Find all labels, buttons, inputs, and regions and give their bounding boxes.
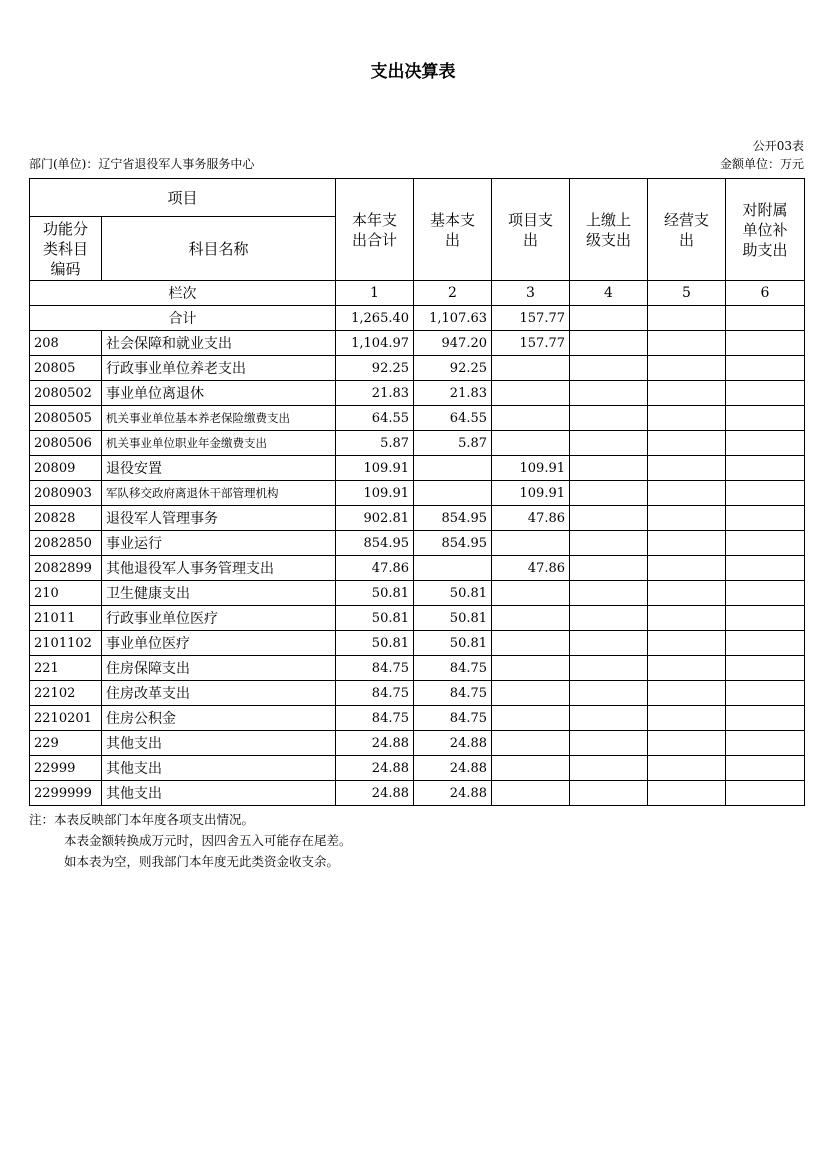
amount-cell bbox=[570, 731, 648, 756]
page-title: 支出决算表 bbox=[370, 62, 456, 82]
amount-cell: 109.91 bbox=[492, 456, 570, 481]
func-code-cell: 2080903 bbox=[30, 481, 102, 506]
header-project: 项目支出 bbox=[492, 179, 570, 281]
amount-cell bbox=[414, 556, 492, 581]
table-row bbox=[30, 506, 805, 531]
subject-name-cell: 住房保障支出 bbox=[102, 656, 336, 681]
amount-cell bbox=[570, 606, 648, 631]
subject-name-cell: 事业单位医疗 bbox=[102, 631, 336, 656]
amount-cell: 47.86 bbox=[492, 506, 570, 531]
header-func-code: 功能分类科目编码 bbox=[30, 217, 102, 281]
amount-cell: 92.25 bbox=[336, 356, 414, 381]
table-row bbox=[30, 606, 805, 631]
table-row bbox=[30, 781, 805, 806]
amount-cell: 5.87 bbox=[336, 431, 414, 456]
amount-cell bbox=[570, 331, 648, 356]
amount-cell: 84.75 bbox=[414, 706, 492, 731]
func-code-cell: 22999 bbox=[30, 756, 102, 781]
amount-cell bbox=[492, 656, 570, 681]
table-row bbox=[30, 331, 805, 356]
total-cell bbox=[570, 306, 648, 331]
table-row bbox=[30, 706, 805, 731]
func-code-cell: 2080505 bbox=[30, 406, 102, 431]
amount-cell bbox=[492, 706, 570, 731]
total-row bbox=[30, 306, 805, 331]
amount-cell bbox=[648, 531, 726, 556]
amount-cell bbox=[570, 556, 648, 581]
amount-cell bbox=[726, 656, 805, 681]
amount-cell: 24.88 bbox=[336, 731, 414, 756]
amount-cell: 5.87 bbox=[414, 431, 492, 456]
table-row bbox=[30, 481, 805, 506]
subject-name-cell: 事业运行 bbox=[102, 531, 336, 556]
amount-cell bbox=[570, 581, 648, 606]
column-index-cell: 3 bbox=[492, 281, 570, 306]
amount-cell bbox=[648, 481, 726, 506]
amount-cell bbox=[726, 506, 805, 531]
amount-cell: 64.55 bbox=[414, 406, 492, 431]
table-row bbox=[30, 356, 805, 381]
amount-cell: 47.86 bbox=[336, 556, 414, 581]
amount-cell: 92.25 bbox=[414, 356, 492, 381]
amount-cell bbox=[726, 481, 805, 506]
notes bbox=[29, 809, 352, 872]
amount-cell bbox=[492, 381, 570, 406]
total-label: 合计 bbox=[30, 306, 336, 331]
amount-cell bbox=[726, 556, 805, 581]
amount-cell bbox=[648, 381, 726, 406]
amount-cell bbox=[726, 456, 805, 481]
subject-name-cell: 军队移交政府离退休干部管理机构 bbox=[102, 481, 336, 506]
amount-cell: 84.75 bbox=[414, 681, 492, 706]
amount-cell: 64.55 bbox=[336, 406, 414, 431]
amount-cell: 84.75 bbox=[336, 706, 414, 731]
amount-cell bbox=[648, 731, 726, 756]
expenditure-table bbox=[29, 178, 805, 806]
subject-name-cell: 其他支出 bbox=[102, 731, 336, 756]
column-index-cell: 6 bbox=[726, 281, 805, 306]
amount-cell: 24.88 bbox=[414, 781, 492, 806]
header-business: 经营支出 bbox=[648, 179, 726, 281]
table-row bbox=[30, 556, 805, 581]
amount-cell: 24.88 bbox=[336, 756, 414, 781]
amount-cell bbox=[492, 781, 570, 806]
column-index-label: 栏次 bbox=[30, 281, 336, 306]
amount-cell bbox=[726, 606, 805, 631]
table-row bbox=[30, 631, 805, 656]
amount-cell bbox=[492, 431, 570, 456]
header-subsidiary: 对附属单位补助支出 bbox=[726, 179, 805, 281]
subject-name-cell: 其他支出 bbox=[102, 756, 336, 781]
func-code-cell: 2082899 bbox=[30, 556, 102, 581]
amount-cell bbox=[726, 631, 805, 656]
amount-cell bbox=[726, 731, 805, 756]
table-row bbox=[30, 681, 805, 706]
subject-name-cell: 社会保障和就业支出 bbox=[102, 331, 336, 356]
amount-cell bbox=[492, 531, 570, 556]
table-row bbox=[30, 531, 805, 556]
amount-cell bbox=[648, 356, 726, 381]
table-row bbox=[30, 431, 805, 456]
amount-cell: 947.20 bbox=[414, 331, 492, 356]
amount-cell: 854.95 bbox=[414, 531, 492, 556]
total-cell: 1,107.63 bbox=[414, 306, 492, 331]
subject-name-cell: 住房公积金 bbox=[102, 706, 336, 731]
subject-name-cell: 事业单位离退休 bbox=[102, 381, 336, 406]
amount-cell bbox=[648, 431, 726, 456]
amount-cell bbox=[570, 381, 648, 406]
amount-cell bbox=[648, 506, 726, 531]
amount-cell: 854.95 bbox=[414, 506, 492, 531]
amount-cell: 24.88 bbox=[414, 756, 492, 781]
department-label: 部门(单位)：辽宁省退役军人事务服务中心 bbox=[29, 157, 255, 171]
amount-cell: 109.91 bbox=[336, 481, 414, 506]
amount-cell bbox=[648, 556, 726, 581]
amount-cell bbox=[726, 381, 805, 406]
subject-name-cell: 行政事业单位养老支出 bbox=[102, 356, 336, 381]
note-line: 本表金额转换成万元时，因四舍五入可能存在尾差。 bbox=[64, 833, 352, 848]
amount-cell bbox=[492, 681, 570, 706]
amount-cell: 50.81 bbox=[414, 631, 492, 656]
table-row bbox=[30, 406, 805, 431]
amount-cell bbox=[570, 631, 648, 656]
subject-name-cell: 其他退役军人事务管理支出 bbox=[102, 556, 336, 581]
total-cell bbox=[648, 306, 726, 331]
amount-cell bbox=[726, 581, 805, 606]
amount-cell bbox=[726, 781, 805, 806]
note-line: 如本表为空，则我部门本年度无此类资金收支余。 bbox=[64, 854, 340, 869]
func-code-cell: 20828 bbox=[30, 506, 102, 531]
note-line: 注：本表反映部门本年度各项支出情况。 bbox=[29, 812, 255, 827]
amount-cell: 109.91 bbox=[492, 481, 570, 506]
subject-name-cell: 其他支出 bbox=[102, 781, 336, 806]
amount-cell bbox=[492, 731, 570, 756]
amount-cell bbox=[570, 506, 648, 531]
amount-cell: 50.81 bbox=[336, 606, 414, 631]
amount-cell bbox=[570, 706, 648, 731]
table-row bbox=[30, 581, 805, 606]
func-code-cell: 2210201 bbox=[30, 706, 102, 731]
amount-cell: 50.81 bbox=[414, 606, 492, 631]
amount-cell bbox=[648, 656, 726, 681]
amount-cell bbox=[726, 681, 805, 706]
amount-cell: 84.75 bbox=[414, 656, 492, 681]
amount-cell bbox=[726, 431, 805, 456]
column-index-cell: 4 bbox=[570, 281, 648, 306]
func-code-cell: 2080506 bbox=[30, 431, 102, 456]
amount-cell bbox=[726, 756, 805, 781]
func-code-cell: 22102 bbox=[30, 681, 102, 706]
func-code-cell: 221 bbox=[30, 656, 102, 681]
subject-name-cell: 退役军人管理事务 bbox=[102, 506, 336, 531]
amount-cell bbox=[648, 606, 726, 631]
amount-cell bbox=[570, 481, 648, 506]
amount-cell bbox=[570, 431, 648, 456]
amount-cell bbox=[648, 331, 726, 356]
amount-cell bbox=[570, 356, 648, 381]
amount-cell bbox=[726, 706, 805, 731]
column-index-row bbox=[30, 281, 805, 306]
amount-cell bbox=[492, 631, 570, 656]
table-row bbox=[30, 456, 805, 481]
subject-name-cell: 住房改革支出 bbox=[102, 681, 336, 706]
amount-cell: 21.83 bbox=[336, 381, 414, 406]
func-code-cell: 20809 bbox=[30, 456, 102, 481]
table-row bbox=[30, 381, 805, 406]
amount-cell bbox=[492, 756, 570, 781]
column-index-cell: 5 bbox=[648, 281, 726, 306]
amount-cell bbox=[648, 406, 726, 431]
total-cell bbox=[726, 306, 805, 331]
amount-cell bbox=[648, 781, 726, 806]
amount-cell bbox=[648, 581, 726, 606]
amount-cell: 50.81 bbox=[414, 581, 492, 606]
amount-cell: 157.77 bbox=[492, 331, 570, 356]
func-code-cell: 2101102 bbox=[30, 631, 102, 656]
func-code-cell: 210 bbox=[30, 581, 102, 606]
column-index-cell: 1 bbox=[336, 281, 414, 306]
amount-cell: 1,104.97 bbox=[336, 331, 414, 356]
amount-cell: 902.81 bbox=[336, 506, 414, 531]
func-code-cell: 21011 bbox=[30, 606, 102, 631]
amount-cell: 84.75 bbox=[336, 681, 414, 706]
amount-cell bbox=[726, 406, 805, 431]
column-index-cell: 2 bbox=[414, 281, 492, 306]
amount-cell bbox=[726, 331, 805, 356]
total-cell: 157.77 bbox=[492, 306, 570, 331]
amount-cell: 47.86 bbox=[492, 556, 570, 581]
amount-cell: 24.88 bbox=[336, 781, 414, 806]
subject-name-cell: 退役安置 bbox=[102, 456, 336, 481]
amount-cell bbox=[414, 481, 492, 506]
func-code-cell: 2299999 bbox=[30, 781, 102, 806]
amount-cell bbox=[570, 656, 648, 681]
func-code-cell: 2082850 bbox=[30, 531, 102, 556]
func-code-cell: 229 bbox=[30, 731, 102, 756]
amount-cell: 21.83 bbox=[414, 381, 492, 406]
amount-cell: 50.81 bbox=[336, 631, 414, 656]
amount-cell bbox=[726, 356, 805, 381]
amount-cell bbox=[570, 531, 648, 556]
amount-cell: 50.81 bbox=[336, 581, 414, 606]
amount-cell bbox=[570, 406, 648, 431]
amount-cell bbox=[648, 456, 726, 481]
subject-name-cell: 行政事业单位医疗 bbox=[102, 606, 336, 631]
amount-cell bbox=[492, 606, 570, 631]
amount-cell bbox=[492, 356, 570, 381]
subject-name-cell: 机关事业单位基本养老保险缴费支出 bbox=[102, 406, 336, 431]
func-code-cell: 208 bbox=[30, 331, 102, 356]
table-row bbox=[30, 731, 805, 756]
amount-cell bbox=[648, 681, 726, 706]
table-row bbox=[30, 756, 805, 781]
amount-cell: 84.75 bbox=[336, 656, 414, 681]
table-row bbox=[30, 656, 805, 681]
amount-cell bbox=[492, 406, 570, 431]
amount-unit-label: 金额单位：万元 bbox=[719, 157, 804, 171]
amount-cell bbox=[570, 781, 648, 806]
form-code: 公开03表 bbox=[752, 139, 804, 153]
amount-cell bbox=[648, 756, 726, 781]
header-subject-name: 科目名称 bbox=[102, 217, 336, 281]
amount-cell bbox=[648, 706, 726, 731]
amount-cell bbox=[492, 581, 570, 606]
amount-cell: 109.91 bbox=[336, 456, 414, 481]
func-code-cell: 20805 bbox=[30, 356, 102, 381]
amount-cell bbox=[570, 456, 648, 481]
total-cell: 1,265.40 bbox=[336, 306, 414, 331]
amount-cell bbox=[570, 681, 648, 706]
header-basic: 基本支出 bbox=[414, 179, 492, 281]
amount-cell: 24.88 bbox=[414, 731, 492, 756]
func-code-cell: 2080502 bbox=[30, 381, 102, 406]
amount-cell bbox=[726, 531, 805, 556]
amount-cell bbox=[648, 631, 726, 656]
subject-name-cell: 机关事业单位职业年金缴费支出 bbox=[102, 431, 336, 456]
header-total: 本年支出合计 bbox=[336, 179, 414, 281]
amount-cell: 854.95 bbox=[336, 531, 414, 556]
subject-name-cell: 卫生健康支出 bbox=[102, 581, 336, 606]
header-superior: 上缴上级支出 bbox=[570, 179, 648, 281]
header-item: 项目 bbox=[30, 179, 336, 217]
amount-cell bbox=[414, 456, 492, 481]
amount-cell bbox=[570, 756, 648, 781]
